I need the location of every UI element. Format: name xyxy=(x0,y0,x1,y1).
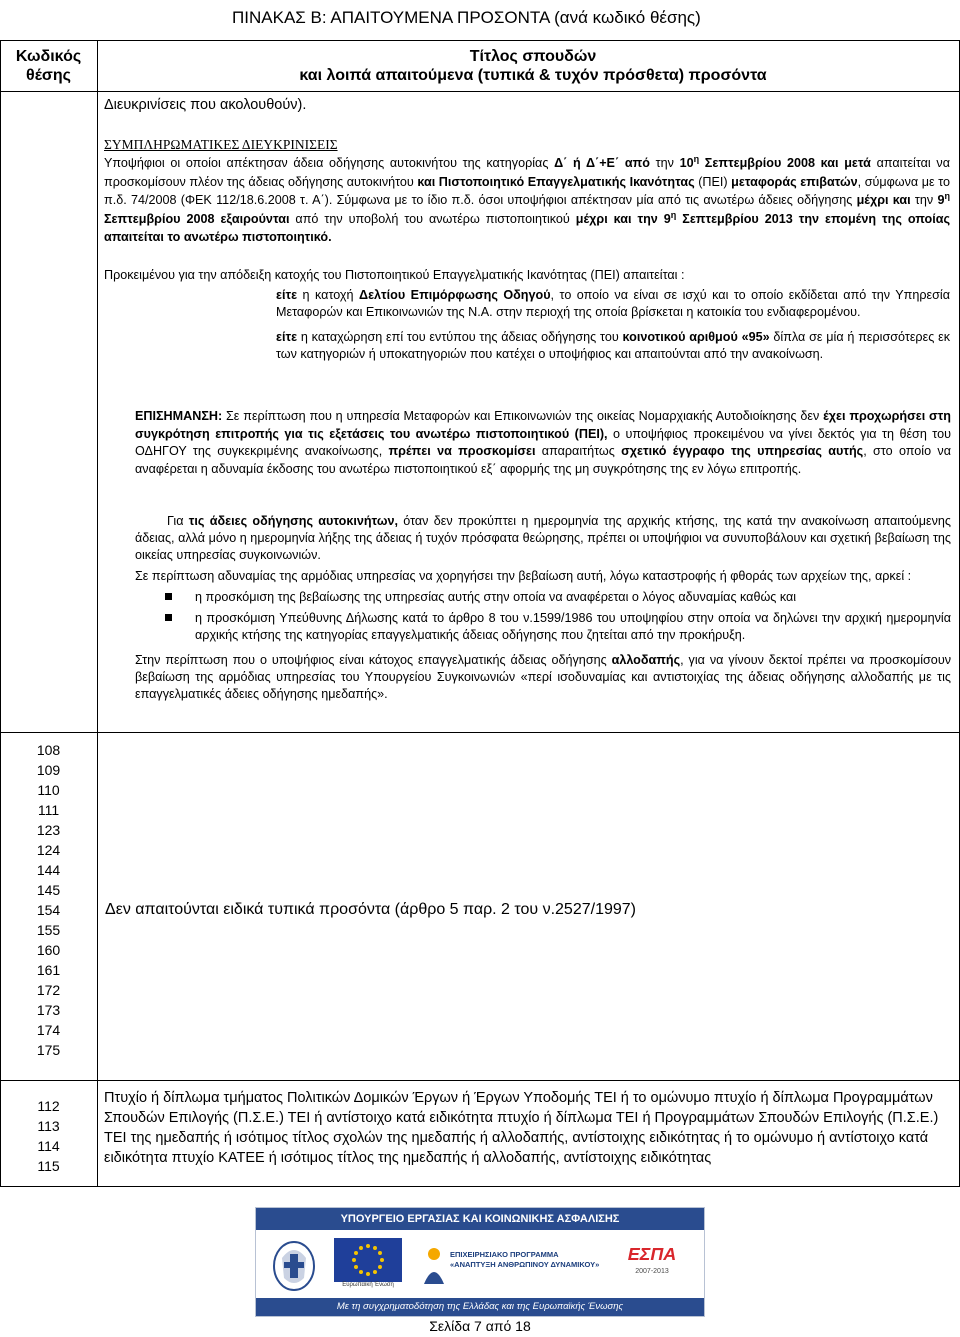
foreign-license-paragraph: Στην περίπτωση που ο υποψήφιος είναι κάτοχος επαγγελματικής άδειας οδήγησης αλλοδαπής, για να γίνουν δεκτοί πρέπει να προσκομίσουν βεβαίωση της αρμόδιας υπηρεσίας του Υπουργείου Συγκοινωνιών «περί ισοδυναμίας και αντιστοιχίας της άδειας οδήγησης αλλοδαπής με τις επαγγελματικές άδειες οδήγησης ημεδαπής». xyxy=(135,653,951,701)
row-divider-2 xyxy=(0,1080,960,1081)
row-2-codes: 112 113 114 115 xyxy=(37,1098,60,1174)
row-divider-1 xyxy=(0,732,960,733)
pei-intro: Προκειμένου για την απόδειξη κατοχής του Πιστοποιητικού Επαγγελματικής Ικανότητας (ΠΕΙ) απαιτείται : xyxy=(104,268,685,282)
license-fallback-paragraph: Σε περίπτωση αδυναμίας της αρμόδιας υπηρεσίας να χορηγήσει την βεβαίωση αυτή, λόγω καταστροφής ή φθοράς των αρχείων της, αρκεί : xyxy=(135,569,912,583)
eu-flag-icon xyxy=(334,1238,402,1294)
greek-emblem-icon xyxy=(268,1238,320,1294)
pei-option-b: είτε η καταχώρηση επί του εντύπου της άδειας οδήγησης του κοινοτικού αριθμού «95» δίπλα σε μία ή περισσότερες εκ των κατηγοριών ή υποκατηγοριών που κατέχει ο υποψήφιος και απαιτούνται από την ανακοίνωση. xyxy=(276,330,950,361)
pei-options xyxy=(276,287,950,371)
important-note: ΕΠΙΣΗΜΑΝΣΗ: Σε περίπτωση που η υπηρεσία Μεταφορών και Επικοινωνιών της οικείας Νομαρχιακής Αυτοδιοίκησης δεν έχει προχωρήσει στη συγκρότηση επιτροπής για τις εξετάσεις του ανωτέρω πιστοποιητικού (ΠΕΙ), ο υποψήφιος προκειμένου να γίνει δεκτός για τη θέση του ΟΔΗΓΟΥ της συγκεκριμένης ανακοίνωσης, πρέπει να προσκομίσει απαραιτήτως σχετικό έγγραφο της υπηρεσίας αυτής, στο οποίο να αναφέρεται η αδυναμία έκδοσης του ανωτέρω πιστοποιητικού εξ΄ αφορμής της μη συγκρότησης της εν λόγω επιτροπής. xyxy=(135,409,951,476)
header-code-column: Κωδικός θέσης xyxy=(15,48,82,84)
bullet-icon xyxy=(165,593,172,600)
page-number: Σελίδα 7 από 18 xyxy=(429,1318,531,1334)
row-1-requirement: Δεν απαιτούνται ειδικά τυπικά προσόντα (άρθρο 5 παρ. 2 του ν.2527/1997) xyxy=(105,901,636,918)
bullet-icon xyxy=(165,614,172,621)
row-1-codes: 108 109 110 111 123 124 144 145 154 155 160 161 172 173 174 175 xyxy=(36,742,61,1058)
cofunding-caption: Με τη συγχρηματοδότηση της Ελλάδας και της Ευρωπαϊκής Ένωσης xyxy=(256,1298,704,1316)
ministry-title: ΥΠΟΥΡΓΕΙΟ ΕΡΓΑΣΙΑΣ ΚΑΙ ΚΟΙΝΩΝΙΚΗΣ ΑΣΦΑΛΙΣΗΣ xyxy=(256,1208,704,1230)
table-top-border xyxy=(0,40,960,41)
header-bottom-border xyxy=(0,91,960,92)
list-item: η προσκόμιση της βεβαίωσης της υπηρεσίας αυτής στην οποία να αναφέρεται ο λόγος αδυναμίας καθώς και xyxy=(135,589,951,606)
eu-caption: Ευρωπαϊκή Ένωση xyxy=(342,1282,394,1288)
clarifications-heading: ΣΥΜΠΛΗΡΩΜΑΤΙΚΕΣ ΔΙΕΥΚΡΙΝΙΣΕΙΣ xyxy=(104,137,338,152)
license-paragraph: Για τις άδειες οδήγησης αυτοκινήτων, όταν δεν προκύπτει η ημερομηνία της αρχικής κτήσης, της κατά την ανακοίνωση απαιτούμενης άδειας, αλλά μόνο η ημερομηνία λήξης της άδειας ή τυχόν πρόσφατα θεώρησης, πρέπει οι υποψήφιοι να συνυποβάλουν και σχετική βεβαίωση της οικείας υπηρεσίας συγκοινωνιών. xyxy=(135,514,951,562)
intro-text: Διευκρινίσεις που ακολουθούν). xyxy=(104,97,307,113)
operational-programme-logo: ΕΠΙΧΕΙΡΗΣΙΑΚΟ ΠΡΟΓΡΑΜΜΑ «ΑΝΑΠΤΥΞΗ ΑΝΘΡΩΠΙΝΟΥ ΔΥΝΑΜΙΚΟΥ» xyxy=(420,1238,600,1294)
license-section xyxy=(135,513,951,707)
row-2-requirement: Πτυχίο ή δίπλωμα τμήματος Πολιτικών Δομικών Έργων ή Έργων Υποδομής ΤΕΙ ή το ομώνυμο πτυχίο ή δίπλωμα Προγραμμάτων Σπουδών Επιλογής (Π.Σ.Ε.) ΤΕΙ ή αντίστοιχο κατά ειδικότητα πτυχίο ή δίπλωμα ΤΕΙ ή Προγραμμάτων Σπουδών Επιλογής (Π.Σ.Ε.) ΤΕΙ της ημεδαπής ή ισότιμος τίτλος σχολών της ημεδαπής ή αλλοδαπής, αντίστοιχης ειδικότητας ή το ομώνυμο ή αντίστοιχο κατά ειδικότητα πτυχίο ΚΑΤΕΕ ή ισότιμος τίτλος της ημεδαπής ή αλλοδαπής, αντίστοιχης ειδικότητας xyxy=(104,1090,939,1166)
license-bullets xyxy=(135,589,951,644)
list-item: η προσκόμιση Υπεύθυνης Δήλωσης κατά το άρθρο 8 του ν.1599/1986 του υποψηφίου στην οποία να δηλώνει την αρχική ημερομηνία αρχικής κτήσης της κατηγορίας επαγγελματικής άδειας οδήγησης που ζητείται από την προκήρυξη. xyxy=(135,610,951,644)
table-bottom-border xyxy=(0,1186,960,1187)
header-title-column: Τίτλος σπουδών και λοιπά απαιτούμενα (τυπικά & τυχόν πρόσθετα) προσόντα xyxy=(299,48,767,84)
column-divider xyxy=(97,40,98,1187)
sponsor-banner xyxy=(255,1207,705,1317)
espa-logo: ΕΣΠΑ 2007-2013 xyxy=(627,1244,677,1275)
pei-option-a: είτε η κατοχή Δελτίου Επιμόρφωσης Οδηγού, το οποίο να είναι σε ισχύ και το οποίο εκδίδεται από την Υπηρεσία Μεταφορών και Επικοινωνιών της Ν.Α. στην περιοχή της οποία βρίσκεται η κατοικία του ενδιαφερομένου. xyxy=(276,288,950,319)
clarifications-paragraph: Υποψήφιοι οι οποίοι απέκτησαν άδεια οδήγησης αυτοκινήτου της κατηγορίας Δ΄ ή Δ΄+Ε΄ από την $10^\eta$ Σεπτεμβρίου 2008 και μετά απαιτείται να προσκομίσουν πλέον της άδειας οδήγησης αυτοκινήτου και Πιστοποιητικό Επαγγελματικής Ικανότητας (ΠΕΙ) μεταφοράς επιβατών, σύμφωνα με το π.δ. 74/2008 (ΦΕΚ 112/18.6.2008 τ. Α΄). Σύμφωνα με το ίδιο π.δ. όσοι υποψήφιοι απέκτησαν μία από τις ανωτέρω άδειες οδήγησης μέχρι και την $9^\eta$ Σεπτεμβρίου 2008 εξαιρούνται από την υποβολή του ανωτέρω πιστοποιητικού μέχρι και την $9^\eta$ Σεπτεμβρίου 2013 την επομένη της οποίας απαιτείται το ανωτέρω πιστοποιητικό. xyxy=(104,153,950,245)
table-title: ΠΙΝΑΚΑΣ Β: ΑΠΑΙΤΟΥΜΕΝΑ ΠΡΟΣΟΝΤΑ (ανά κωδικό θέσης) xyxy=(232,8,701,27)
